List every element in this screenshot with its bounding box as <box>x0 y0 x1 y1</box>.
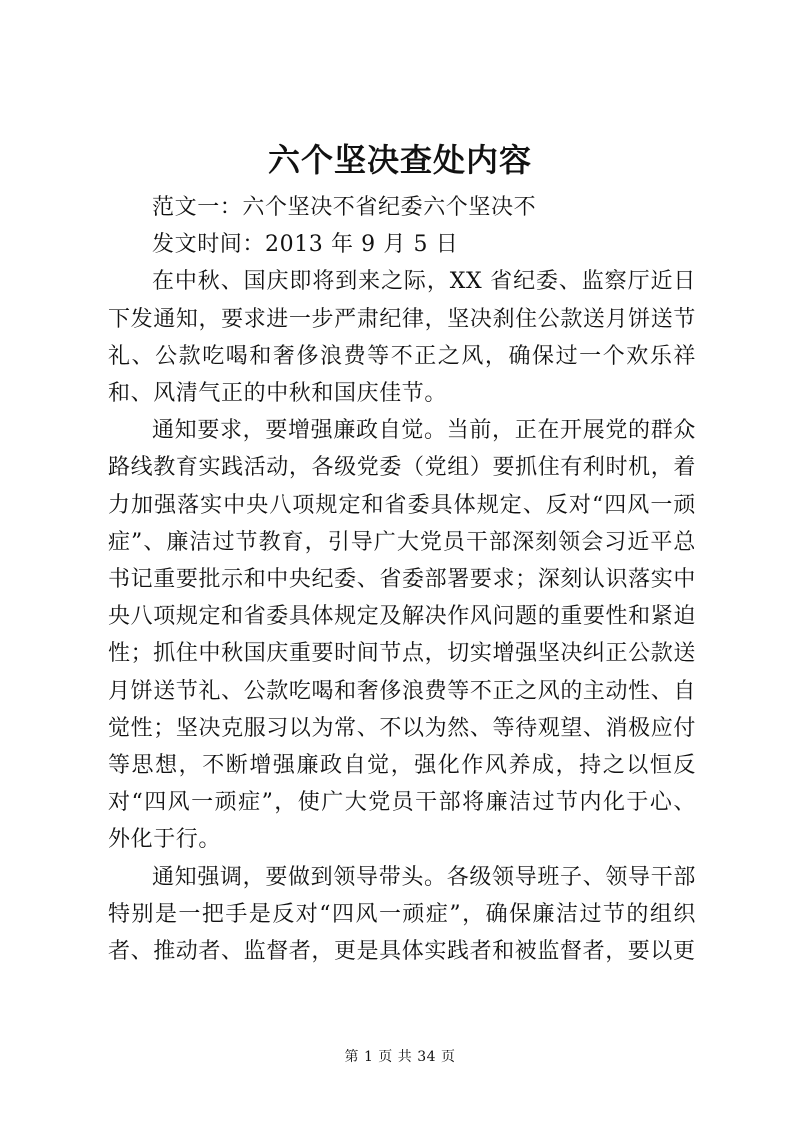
body-paragraph: 通知强调，要做到领导带头。各级领导班子、领导干部特别是一把手是反对“四风一顽症”，确保廉洁过节的组织者、推动者、监督者，更是具体实践者和被监督者，要以更 <box>108 864 696 965</box>
page-number-footer: 第 1 页 共 34 页 <box>344 1049 456 1065</box>
body-paragraph: 在中秋、国庆即将到来之际，XX 省纪委、监察厅近日下发通知，要求进一步严肃纪律，坚决刹住公款送月饼送节礼、公款吃喝和奢侈浪费等不正之风，确保过一个欢乐祥和、风清气正的中秋和国庆佳节。 <box>108 269 696 407</box>
body-paragraph: 通知要求，要增强廉政自觉。当前，正在开展党的群众路线教育实践活动，各级党委（党组）要抓住有利时机，着力加强落实中央八项规定和省委具体规定、反对“四风一顽症”、廉洁过节教育，引导广大党员干部深刻领会习近平总书记重要批示和中央纪委、省委部署要求；深刻认识落实中央八项规定和省委具体规定及解决作风问题的重要性和紧迫性；抓住中秋国庆重要时间节点，切实增强坚决纠正公款送月饼送节礼、公款吃喝和奢侈浪费等不正之风的主动性、自觉性；坚决克服习以为常、不以为然、等待观望、消极应付等思想，不断增强廉政自觉，强化作风养成，持之以恒反对“四风一顽症”，使广大党员干部将廉洁过节内化于心、外化于行。 <box>108 418 696 853</box>
document-title: 六个坚决查处内容 <box>267 141 532 179</box>
subtitle-line: 范文一：六个坚决不省纪委六个坚决不 <box>152 195 537 220</box>
date-line: 发文时间：2013 年 9 月 5 日 <box>152 232 459 258</box>
document-body <box>108 189 696 970</box>
